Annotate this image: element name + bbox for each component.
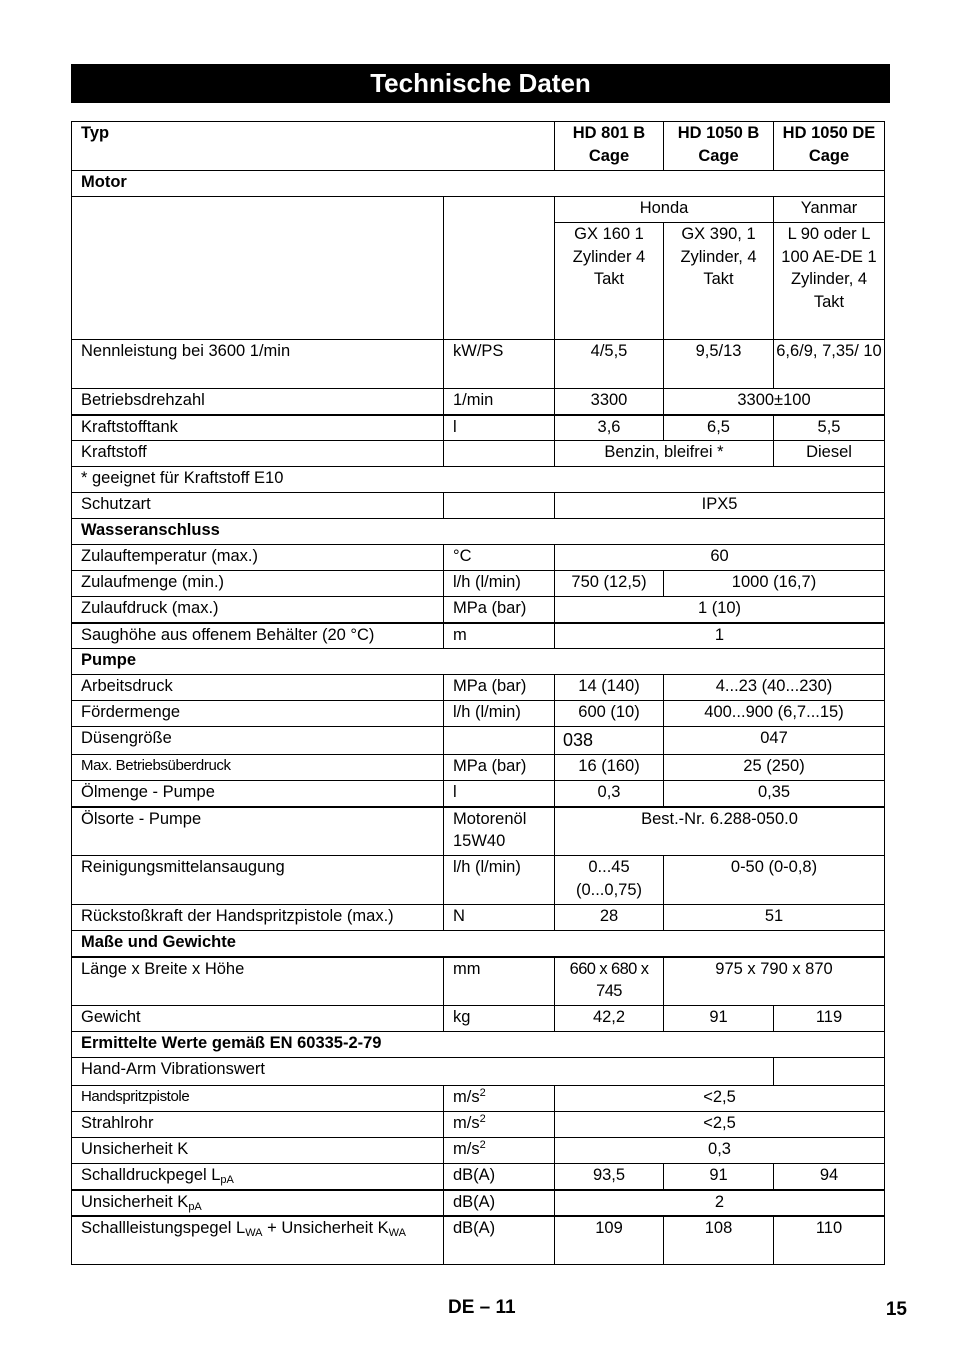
row-kraftstoff: Kraftstoff Benzin, bleifrei * Diesel [72, 441, 885, 467]
row-note: * geeignet für Kraftstoff E10 [72, 467, 885, 493]
row-oelsorte: Ölsorte - Pumpe Motorenöl 15W40 Best.-Nr. 6.288-050.0 [72, 807, 885, 856]
row-schalldruckpegel: Schalldruckpegel $L_{pA}$ dB(A) 93,5 91 94 [72, 1164, 885, 1190]
row-manufacturer [72, 197, 885, 223]
header-row [72, 122, 885, 171]
engine-2: GX 390, 1 Zylinder, 4 Takt [664, 223, 774, 340]
engine-3: L 90 oder L 100 AE-DE 1 Zylinder, 4 Takt [774, 223, 885, 340]
manufacturer-honda: Honda [555, 197, 774, 223]
row-reinigungsmittel: Reinigungsmittelansaugung l/h (l/min) 0...45 (0...0,75) 0-50 (0-0,8) [72, 856, 885, 905]
row-saughoehe: Saughöhe aus offenem Behälter (20 °C) m 1 [72, 623, 885, 649]
header-typ: Typ [72, 122, 555, 171]
row-kraftstofftank: Kraftstofftank l 3,6 6,5 5,5 [72, 415, 885, 441]
header-model-2: HD 1050 B Cage [664, 122, 774, 171]
row-unsicherheit-k: Unsicherheit K $m/s^2$ 0,3 [72, 1138, 885, 1164]
header-model-3: HD 1050 DE Cage [774, 122, 885, 171]
row-schallleistungspegel: Schallleistungspegel $L_{WA}$ + Unsicherheit $K_{WA}$ dB(A) 109 108 110 [72, 1216, 885, 1265]
footer-language-page: DE – 11 [448, 1297, 516, 1318]
section-wasser: Wasseranschluss [72, 519, 885, 545]
row-duesengroesse: Düsengröße 038 047 [72, 727, 885, 755]
row-strahlrohr: Strahlrohr $m/s^2$ <2,5 [72, 1112, 885, 1138]
row-zulaufdruck: Zulaufdruck (max.) MPa (bar) 1 (10) [72, 597, 885, 623]
row-rueckstosskraft: Rückstoßkraft der Handspritzpistole (max.) N 28 51 [72, 905, 885, 931]
row-zulaufmenge: Zulaufmenge (min.) l/h (l/min) 750 (12,5) 1000 (16,7) [72, 571, 885, 597]
row-foerdermenge: Fördermenge l/h (l/min) 600 (10) 400...900 (6,7...15) [72, 701, 885, 727]
technical-data-table [71, 121, 885, 1265]
row-zulauftemperatur: Zulauftemperatur (max.) °C 60 [72, 545, 885, 571]
row-oelmenge: Ölmenge - Pumpe l 0,3 0,35 [72, 781, 885, 807]
row-unsicherheit-kpa: Unsicherheit $K_{pA}$ dB(A) 2 [72, 1190, 885, 1216]
manufacturer-yanmar: Yanmar [774, 197, 885, 223]
section-pumpe: Pumpe [72, 649, 885, 675]
row-betriebsueberdruck: Max. Betriebsüberdruck MPa (bar) 16 (160) 25 (250) [72, 755, 885, 781]
section-werte: Ermittelte Werte gemäß EN 60335-2-79 [72, 1032, 885, 1058]
row-dimensions: Länge x Breite x Höhe mm 660 x 680 x 745 975 x 790 x 870 [72, 957, 885, 1006]
row-schutzart: Schutzart IPX5 [72, 493, 885, 519]
row-gewicht: Gewicht kg 42,2 91 119 [72, 1006, 885, 1032]
header-model-1: HD 801 B Cage [555, 122, 664, 171]
section-masse: Maße und Gewichte [72, 931, 885, 957]
row-vibration: Hand-Arm Vibrationswert [72, 1058, 885, 1086]
row-nennleistung: Nennleistung bei 3600 1/min kW/PS 4/5,5 9,5/13 6,6/9, 7,35/ 10 [72, 340, 885, 389]
engine-1: GX 160 1 Zylinder 4 Takt [555, 223, 664, 340]
row-arbeitsdruck: Arbeitsdruck MPa (bar) 14 (140) 4...23 (40...230) [72, 675, 885, 701]
row-handspritzpistole: Handspritzpistole $m/s^2$ <2,5 [72, 1086, 885, 1112]
row-betriebsdrehzahl: Betriebsdrehzahl 1/min 3300 3300±100 [72, 389, 885, 415]
section-motor: Motor [72, 171, 885, 197]
footer-page-number: 15 [885, 1299, 907, 1320]
page-title: Technische Daten [71, 64, 890, 103]
